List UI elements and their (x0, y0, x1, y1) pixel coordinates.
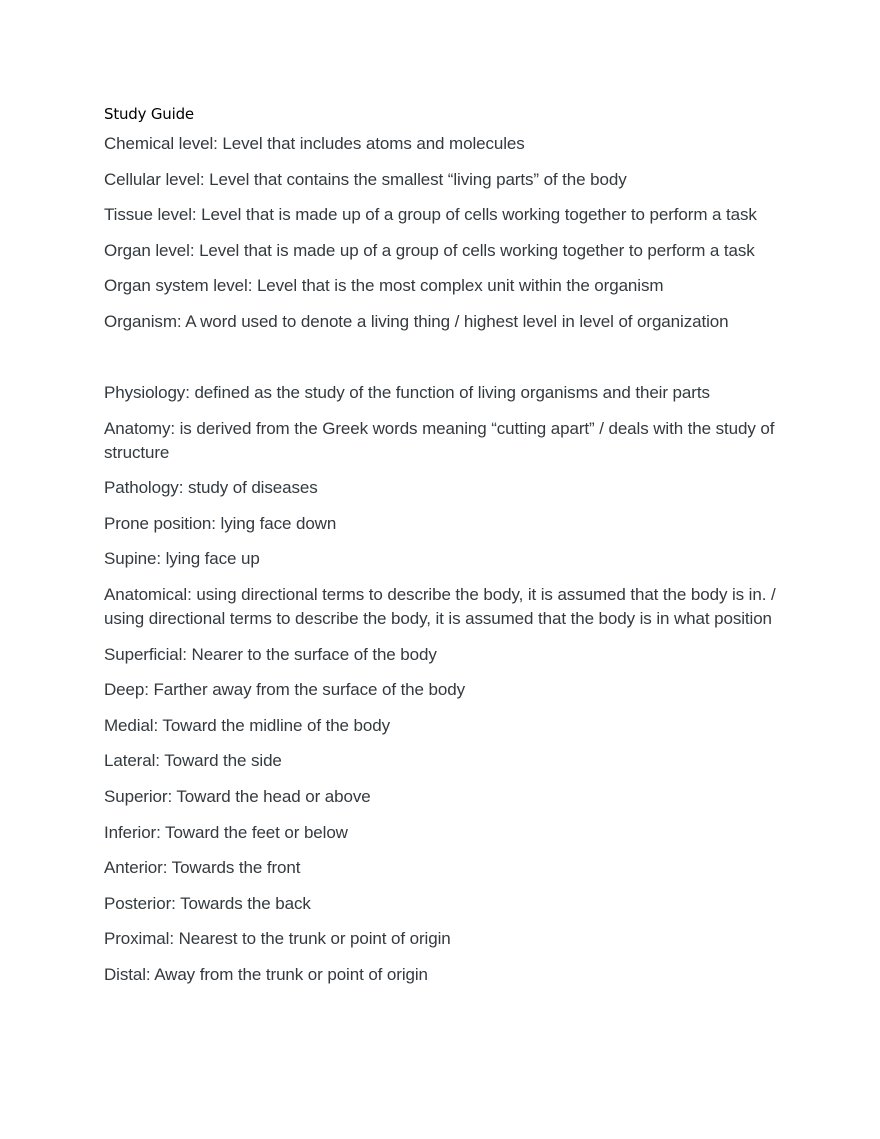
term-distal: Distal: Away from the trunk or point of origin (104, 964, 428, 984)
term-anatomy: Anatomy: is derived from the Greek words meaning “cutting apart” / deals with the study of structure (104, 418, 775, 462)
levels-of-organization-list (104, 132, 794, 334)
term-anterior: Anterior: Towards the front (104, 858, 301, 878)
document-title: Study Guide (104, 105, 194, 123)
document-body (104, 103, 794, 999)
term-prone-position: Prone position: lying face down (104, 513, 337, 533)
term-pathology: Pathology: study of diseases (104, 478, 318, 498)
term-supine: Supine: lying face up (104, 549, 260, 569)
term-physiology: Physiology: defined as the study of the function of living organisms and their parts (104, 383, 710, 403)
term-organ-level: Organ level: Level that is made up of a group of cells working together to perform a task (104, 240, 755, 260)
term-organ-system-level: Organ system level: Level that is the most complex unit within the organism (104, 276, 664, 296)
term-lateral: Lateral: Toward the side (104, 751, 282, 771)
term-proximal: Proximal: Nearest to the trunk or point of origin (104, 929, 451, 949)
term-tissue-level: Tissue level: Level that is made up of a group of cells working together to perform a task (104, 205, 757, 225)
term-medial: Medial: Toward the midline of the body (104, 715, 390, 735)
term-anatomical: Anatomical: using directional terms to describe the body, it is assumed that the body is in. / using directional terms to describe the body, it is assumed that the body is in what position (104, 585, 776, 629)
term-deep: Deep: Farther away from the surface of the body (104, 680, 465, 700)
term-superficial: Superficial: Nearer to the surface of the body (104, 644, 437, 664)
term-cellular-level: Cellular level: Level that contains the smallest “living parts” of the body (104, 169, 627, 189)
term-chemical-level: Chemical level: Level that includes atoms and molecules (104, 134, 525, 153)
term-posterior: Posterior: Towards the back (104, 893, 311, 913)
term-superior: Superior: Toward the head or above (104, 787, 371, 806)
anatomy-terms-list (104, 381, 794, 987)
term-organism: Organism: A word used to denote a living thing / highest level in level of organization (104, 311, 729, 331)
blank-line (104, 346, 794, 382)
term-inferior: Inferior: Toward the feet or below (104, 822, 348, 842)
